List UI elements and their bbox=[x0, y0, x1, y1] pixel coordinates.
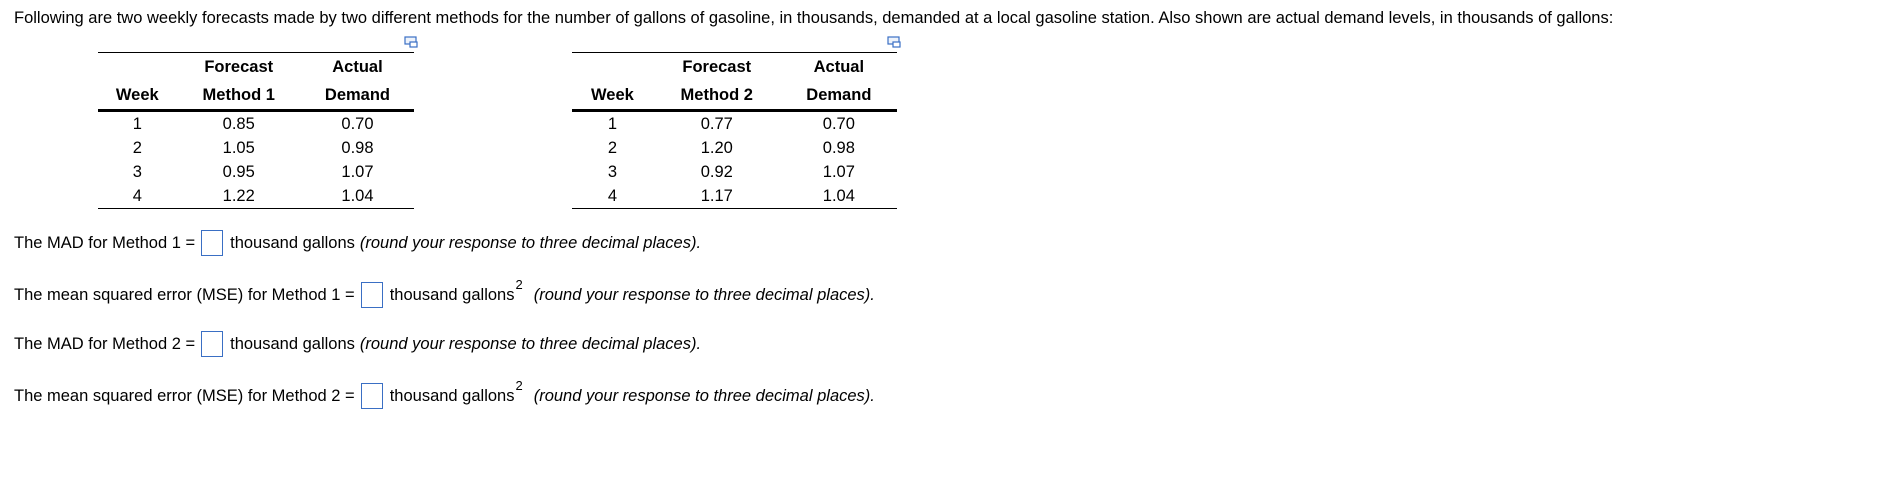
week-cell: 4 bbox=[98, 184, 177, 209]
actual-cell: 1.07 bbox=[341, 163, 374, 181]
rounding-instruction: (round your response to three decimal places). bbox=[359, 234, 702, 252]
column-header-forecast-line1: Forecast bbox=[204, 58, 274, 76]
column-header-actual-line2: Demand bbox=[301, 81, 414, 111]
unit-exponent: 2 bbox=[515, 277, 523, 292]
question-prefix: The MAD for Method 2 = bbox=[14, 335, 196, 353]
actual-cell: 1.07 bbox=[822, 163, 855, 181]
actual-cell: 1.04 bbox=[781, 184, 897, 209]
unit-label: thousand gallons bbox=[230, 234, 355, 252]
forecast-cell: 1.22 bbox=[177, 184, 301, 209]
column-header-forecast-line2: Method 1 bbox=[177, 81, 301, 111]
question-mad-method-2 bbox=[14, 331, 701, 357]
table-row bbox=[572, 160, 897, 184]
question-prefix: The mean squared error (MSE) for Method 1 = bbox=[14, 286, 355, 304]
forecast-cell: 1.05 bbox=[222, 139, 255, 157]
problem-intro: Following are two weekly forecasts made by two different methods for the number of gallons of gasoline, in thousands, demanded at a local gasoline station. Also shown are actual demand levels, in thousands of gallons: bbox=[14, 9, 1614, 27]
forecast-cell: 1.17 bbox=[653, 184, 781, 209]
unit-label: thousand gallons bbox=[389, 387, 515, 405]
column-header-week-spacer bbox=[98, 53, 177, 81]
unit-exponent: 2 bbox=[515, 378, 523, 393]
table-row bbox=[98, 184, 414, 209]
forecast-cell: 0.85 bbox=[222, 115, 255, 133]
forecast-cell: 0.77 bbox=[700, 115, 733, 133]
mad-method-2-input[interactable] bbox=[201, 331, 223, 357]
week-cell: 1 bbox=[132, 115, 142, 133]
table-row bbox=[98, 111, 414, 137]
unit-label: thousand gallons bbox=[230, 335, 355, 353]
week-cell: 1 bbox=[607, 115, 617, 133]
table-row bbox=[572, 184, 897, 209]
actual-cell: 0.98 bbox=[341, 139, 374, 157]
column-header-forecast-line1: Forecast bbox=[682, 58, 752, 76]
unit-label: thousand gallons bbox=[389, 286, 515, 304]
actual-cell: 0.70 bbox=[341, 115, 374, 133]
expand-table-icon[interactable] bbox=[887, 36, 901, 48]
table-row bbox=[572, 136, 897, 160]
actual-cell: 0.70 bbox=[822, 115, 855, 133]
column-header-actual-line1: Actual bbox=[332, 58, 383, 76]
question-mse-method-1 bbox=[14, 277, 875, 308]
mad-method-1-input[interactable] bbox=[201, 230, 223, 256]
rounding-instruction: (round your response to three decimal places). bbox=[359, 335, 702, 353]
rounding-instruction: (round your response to three decimal places). bbox=[533, 286, 875, 304]
week-cell: 3 bbox=[132, 163, 142, 181]
question-prefix: The mean squared error (MSE) for Method 2 = bbox=[14, 387, 355, 405]
mse-method-1-input[interactable] bbox=[361, 282, 383, 308]
data-table bbox=[572, 52, 897, 209]
week-cell: 4 bbox=[572, 184, 653, 209]
forecast-cell: 0.92 bbox=[700, 163, 733, 181]
week-cell: 2 bbox=[607, 139, 617, 157]
week-cell: 2 bbox=[132, 139, 142, 157]
expand-table-icon[interactable] bbox=[404, 36, 418, 48]
column-header-week: Week bbox=[572, 81, 653, 111]
mse-method-2-input[interactable] bbox=[361, 383, 383, 409]
rounding-instruction: (round your response to three decimal places). bbox=[533, 387, 875, 405]
table-row bbox=[98, 160, 414, 184]
actual-cell: 0.98 bbox=[822, 139, 855, 157]
week-cell: 3 bbox=[607, 163, 617, 181]
column-header-actual-line1: Actual bbox=[813, 58, 865, 76]
question-mse-method-2 bbox=[14, 378, 875, 409]
column-header-actual-line2: Demand bbox=[781, 81, 897, 111]
actual-cell: 1.04 bbox=[301, 184, 414, 209]
forecast-cell: 0.95 bbox=[222, 163, 255, 181]
question-prefix: The MAD for Method 1 = bbox=[14, 234, 196, 252]
forecast-cell: 1.20 bbox=[700, 139, 733, 157]
question-mad-method-1 bbox=[14, 230, 701, 256]
table-row bbox=[572, 111, 897, 137]
column-header-week: Week bbox=[98, 81, 177, 111]
column-header-forecast-line2: Method 2 bbox=[653, 81, 781, 111]
column-header-week-spacer bbox=[572, 53, 653, 81]
table-row bbox=[98, 136, 414, 160]
data-table bbox=[98, 52, 414, 209]
